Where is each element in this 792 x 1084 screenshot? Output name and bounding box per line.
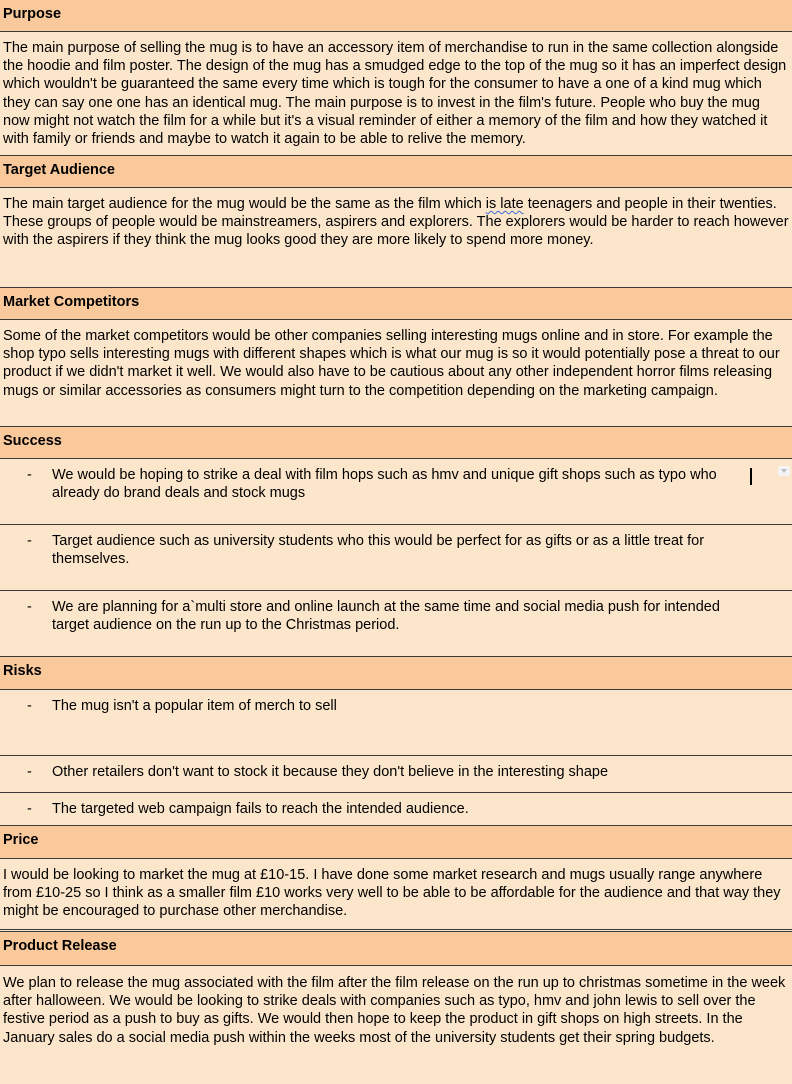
bullet-text: Other retailers don't want to stock it because they don't believe in the interesting shape <box>52 764 609 780</box>
success-bullet-item[interactable] <box>0 591 792 657</box>
bullet-dash: - <box>27 698 32 714</box>
market-competitors-heading: Market Competitors <box>0 288 792 320</box>
bullet-dash: - <box>27 599 32 615</box>
purpose-heading: Purpose <box>0 0 792 32</box>
success-bullet-item[interactable] <box>0 525 792 591</box>
price-heading: Price <box>0 826 792 859</box>
product-release-heading: Product Release <box>0 932 792 966</box>
spelling-suggestion[interactable]: is late <box>485 196 524 212</box>
bullet-text: The mug isn't a popular item of merch to sell <box>52 698 337 714</box>
bullet-dash: - <box>27 533 32 549</box>
purpose-body[interactable]: The main purpose of selling the mug is to have an accessory item of merchandise to run in the same collection alongside the hoodie and film poster. The design of the mug has a smudged edge to the top of the mug so it has an imperfect design which wouldn't be guaranteed the same every time which is tough for the consumer to have a one of a kind mug which they can say one one has an identical mug. The main purpose is to invest in the film's future. People who buy the mug now might not watch the film for a while but it's a visual reminder of either a memory of the film and how they watched it with family or friends and maybe to watch it again to be able to relive the memory. <box>0 32 792 156</box>
bullet-text: We are planning for a`multi store and online launch at the same time and social media push for intended target audience on the run up to the Christmas period. <box>52 599 720 634</box>
chevron-down-icon[interactable] <box>778 466 790 476</box>
bullet-dash: - <box>27 801 32 817</box>
target-audience-heading: Target Audience <box>0 156 792 188</box>
risks-bullet-item[interactable] <box>0 756 792 793</box>
product-release-body[interactable]: We plan to release the mug associated with the film after the film release on the run up to christmas sometime in the week after halloween. We would be looking to strike deals with companies such as typo, hmv and john lewis to sell over the festive period as a push to buy as gifts. We would then hope to keep the product in gift shops on high streets. In the January sales do a social media push within the weeks most of the university students get their spring budgets. <box>0 966 792 1084</box>
target-audience-text-before: The main target audience for the mug would be the same as the film which <box>3 196 486 212</box>
bullet-text: Target audience such as university students who this would be perfect for as gifts or as a little treat for themselves. <box>52 533 705 568</box>
target-audience-text-after: teenagers and people in their twenties. These groups of people would be mainstreamers, aspirers and explorers. The explorers would be harder to reach however with the aspirers if they think the mug looks good they are more likely to spend more money. <box>3 196 789 249</box>
target-audience-body[interactable] <box>0 188 792 288</box>
text-cursor <box>750 468 752 485</box>
risks-bullet-item[interactable] <box>0 690 792 756</box>
bullet-text: We would be hoping to strike a deal with film hops such as hmv and unique gift shops such as typo who already do brand deals and stock mugs <box>52 467 717 502</box>
bullet-dash: - <box>27 764 32 780</box>
price-body[interactable]: I would be looking to market the mug at £10-15. I have done some market research and mugs usually range anywhere from £10-25 so I think as a smaller film £10 works very well to be able to be affordable for the audience and that way they might be encouraged to purchase other merchandise. <box>0 859 792 932</box>
bullet-text: The targeted web campaign fails to reach the intended audience. <box>52 801 469 817</box>
market-competitors-body[interactable]: Some of the market competitors would be other companies selling interesting mugs online and in store. For example the shop typo sells interesting mugs with different shapes which is what our mug is so it would potentially pose a threat to our product if we didn't market it well. We would also have to be cautious about any other independent horror films releasing mugs or similar accessories as consumers might turn to the competition depending on the marketing campaign. <box>0 320 792 427</box>
risks-bullet-item[interactable] <box>0 793 792 826</box>
risks-heading: Risks <box>0 657 792 690</box>
bullet-dash: - <box>27 467 32 483</box>
success-heading: Success <box>0 427 792 459</box>
success-bullet-item[interactable] <box>0 459 792 525</box>
